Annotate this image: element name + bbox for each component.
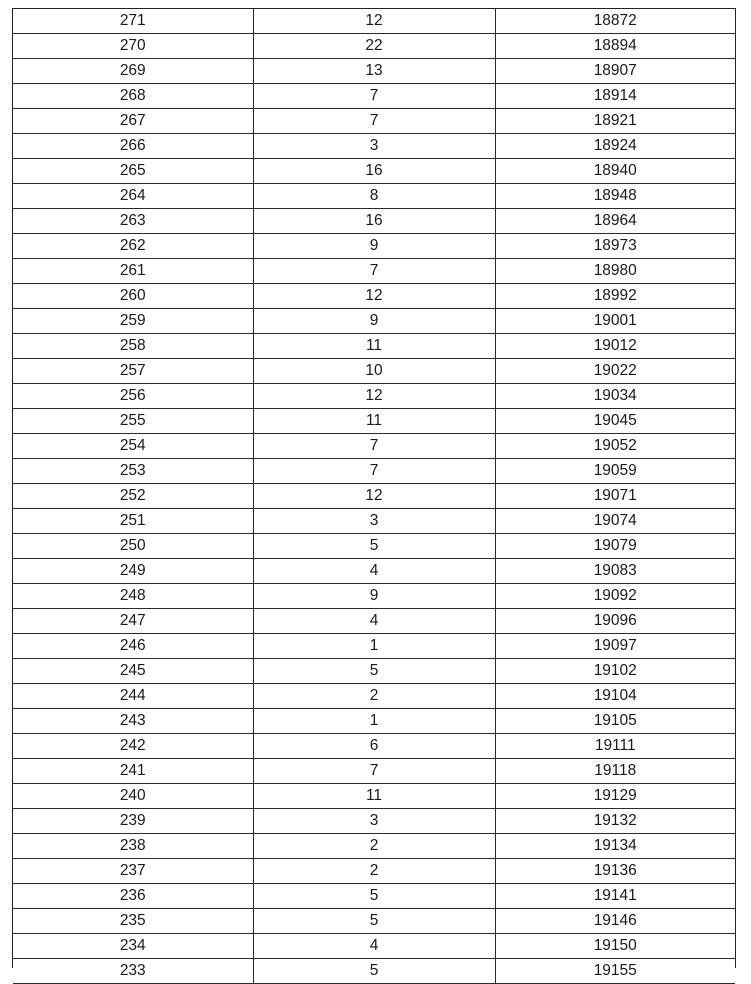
table-row	[13, 334, 735, 359]
score-cell: 240	[13, 784, 253, 809]
cumulative-cell: 19074	[495, 509, 735, 534]
table-row	[13, 234, 735, 259]
table-row	[13, 809, 735, 834]
table-row	[13, 659, 735, 684]
score-cell: 270	[13, 34, 253, 59]
cumulative-cell: 19059	[495, 459, 735, 484]
score-cell: 243	[13, 709, 253, 734]
cumulative-cell: 18940	[495, 159, 735, 184]
cumulative-cell: 19111	[495, 734, 735, 759]
score-cell: 250	[13, 534, 253, 559]
score-cell: 264	[13, 184, 253, 209]
table-row	[13, 59, 735, 84]
table-row	[13, 509, 735, 534]
count-cell: 5	[253, 959, 495, 984]
cumulative-cell: 19136	[495, 859, 735, 884]
score-cell: 269	[13, 59, 253, 84]
count-cell: 16	[253, 159, 495, 184]
count-cell: 13	[253, 59, 495, 84]
table-row	[13, 684, 735, 709]
cumulative-cell: 19083	[495, 559, 735, 584]
table-row	[13, 434, 735, 459]
score-cell: 249	[13, 559, 253, 584]
table-row	[13, 584, 735, 609]
score-cell: 245	[13, 659, 253, 684]
score-cell: 261	[13, 259, 253, 284]
cumulative-cell: 18894	[495, 34, 735, 59]
cumulative-cell: 18872	[495, 9, 735, 34]
score-cell: 234	[13, 934, 253, 959]
count-cell: 9	[253, 309, 495, 334]
count-cell: 3	[253, 134, 495, 159]
count-cell: 12	[253, 484, 495, 509]
count-cell: 5	[253, 534, 495, 559]
table-row	[13, 784, 735, 809]
table-row	[13, 159, 735, 184]
score-cell: 247	[13, 609, 253, 634]
score-cell: 267	[13, 109, 253, 134]
count-cell: 10	[253, 359, 495, 384]
cumulative-cell: 19096	[495, 609, 735, 634]
count-cell: 2	[253, 684, 495, 709]
table-row	[13, 9, 735, 34]
table-row	[13, 109, 735, 134]
table-row	[13, 884, 735, 909]
count-cell: 3	[253, 809, 495, 834]
score-cell: 242	[13, 734, 253, 759]
table-row	[13, 909, 735, 934]
score-cell: 263	[13, 209, 253, 234]
cumulative-cell: 19104	[495, 684, 735, 709]
score-table-body	[13, 9, 735, 984]
cumulative-cell: 19071	[495, 484, 735, 509]
table-row	[13, 634, 735, 659]
score-cell: 235	[13, 909, 253, 934]
count-cell: 12	[253, 384, 495, 409]
table-row	[13, 184, 735, 209]
cumulative-cell: 19105	[495, 709, 735, 734]
cumulative-cell: 19097	[495, 634, 735, 659]
count-cell: 3	[253, 509, 495, 534]
count-cell: 1	[253, 634, 495, 659]
count-cell: 7	[253, 109, 495, 134]
score-cell: 244	[13, 684, 253, 709]
count-cell: 5	[253, 909, 495, 934]
count-cell: 9	[253, 584, 495, 609]
table-row	[13, 934, 735, 959]
score-cell: 238	[13, 834, 253, 859]
cumulative-cell: 18907	[495, 59, 735, 84]
cumulative-cell: 19155	[495, 959, 735, 984]
score-cell: 268	[13, 84, 253, 109]
cumulative-cell: 19118	[495, 759, 735, 784]
count-cell: 12	[253, 9, 495, 34]
table-row	[13, 359, 735, 384]
score-cell: 233	[13, 959, 253, 984]
table-row	[13, 84, 735, 109]
cumulative-cell: 19132	[495, 809, 735, 834]
cumulative-cell: 19134	[495, 834, 735, 859]
cumulative-cell: 18973	[495, 234, 735, 259]
score-cell: 265	[13, 159, 253, 184]
count-cell: 5	[253, 659, 495, 684]
table-row	[13, 734, 735, 759]
score-table-sheet	[12, 8, 736, 979]
table-row	[13, 409, 735, 434]
table-row	[13, 259, 735, 284]
table-row	[13, 534, 735, 559]
count-cell: 7	[253, 84, 495, 109]
count-cell: 7	[253, 459, 495, 484]
score-cell: 255	[13, 409, 253, 434]
cumulative-cell: 19052	[495, 434, 735, 459]
count-cell: 4	[253, 934, 495, 959]
cumulative-cell: 19022	[495, 359, 735, 384]
count-cell: 7	[253, 434, 495, 459]
score-cell: 241	[13, 759, 253, 784]
count-cell: 1	[253, 709, 495, 734]
score-table	[13, 9, 735, 984]
score-cell: 246	[13, 634, 253, 659]
cumulative-cell: 19146	[495, 909, 735, 934]
score-cell: 258	[13, 334, 253, 359]
table-row	[13, 609, 735, 634]
table-row	[13, 34, 735, 59]
score-cell: 266	[13, 134, 253, 159]
count-cell: 22	[253, 34, 495, 59]
count-cell: 4	[253, 559, 495, 584]
count-cell: 9	[253, 234, 495, 259]
table-row	[13, 559, 735, 584]
count-cell: 2	[253, 859, 495, 884]
cumulative-cell: 19129	[495, 784, 735, 809]
cumulative-cell: 19079	[495, 534, 735, 559]
score-cell: 237	[13, 859, 253, 884]
cumulative-cell: 18924	[495, 134, 735, 159]
count-cell: 11	[253, 784, 495, 809]
table-row	[13, 834, 735, 859]
score-cell: 252	[13, 484, 253, 509]
count-cell: 2	[253, 834, 495, 859]
cumulative-cell: 18992	[495, 284, 735, 309]
cumulative-cell: 19150	[495, 934, 735, 959]
count-cell: 6	[253, 734, 495, 759]
table-row	[13, 859, 735, 884]
score-cell: 251	[13, 509, 253, 534]
score-cell: 253	[13, 459, 253, 484]
cumulative-cell: 18914	[495, 84, 735, 109]
count-cell: 12	[253, 284, 495, 309]
cumulative-cell: 19012	[495, 334, 735, 359]
cumulative-cell: 19034	[495, 384, 735, 409]
count-cell: 4	[253, 609, 495, 634]
score-cell: 262	[13, 234, 253, 259]
table-row	[13, 134, 735, 159]
count-cell: 5	[253, 884, 495, 909]
table-row	[13, 459, 735, 484]
cumulative-cell: 19092	[495, 584, 735, 609]
table-row	[13, 709, 735, 734]
count-cell: 11	[253, 334, 495, 359]
cumulative-cell: 19141	[495, 884, 735, 909]
count-cell: 8	[253, 184, 495, 209]
table-row	[13, 284, 735, 309]
score-cell: 259	[13, 309, 253, 334]
score-cell: 257	[13, 359, 253, 384]
table-row	[13, 209, 735, 234]
table-row	[13, 484, 735, 509]
count-cell: 7	[253, 259, 495, 284]
score-cell: 260	[13, 284, 253, 309]
table-row	[13, 959, 735, 984]
cumulative-cell: 18948	[495, 184, 735, 209]
score-cell: 271	[13, 9, 253, 34]
score-cell: 248	[13, 584, 253, 609]
count-cell: 11	[253, 409, 495, 434]
cumulative-cell: 18921	[495, 109, 735, 134]
score-cell: 236	[13, 884, 253, 909]
score-cell: 239	[13, 809, 253, 834]
table-row	[13, 309, 735, 334]
table-row	[13, 384, 735, 409]
cumulative-cell: 18980	[495, 259, 735, 284]
count-cell: 7	[253, 759, 495, 784]
cumulative-cell: 19102	[495, 659, 735, 684]
score-cell: 256	[13, 384, 253, 409]
cumulative-cell: 18964	[495, 209, 735, 234]
score-cell: 254	[13, 434, 253, 459]
table-row	[13, 759, 735, 784]
count-cell: 16	[253, 209, 495, 234]
cumulative-cell: 19001	[495, 309, 735, 334]
cumulative-cell: 19045	[495, 409, 735, 434]
